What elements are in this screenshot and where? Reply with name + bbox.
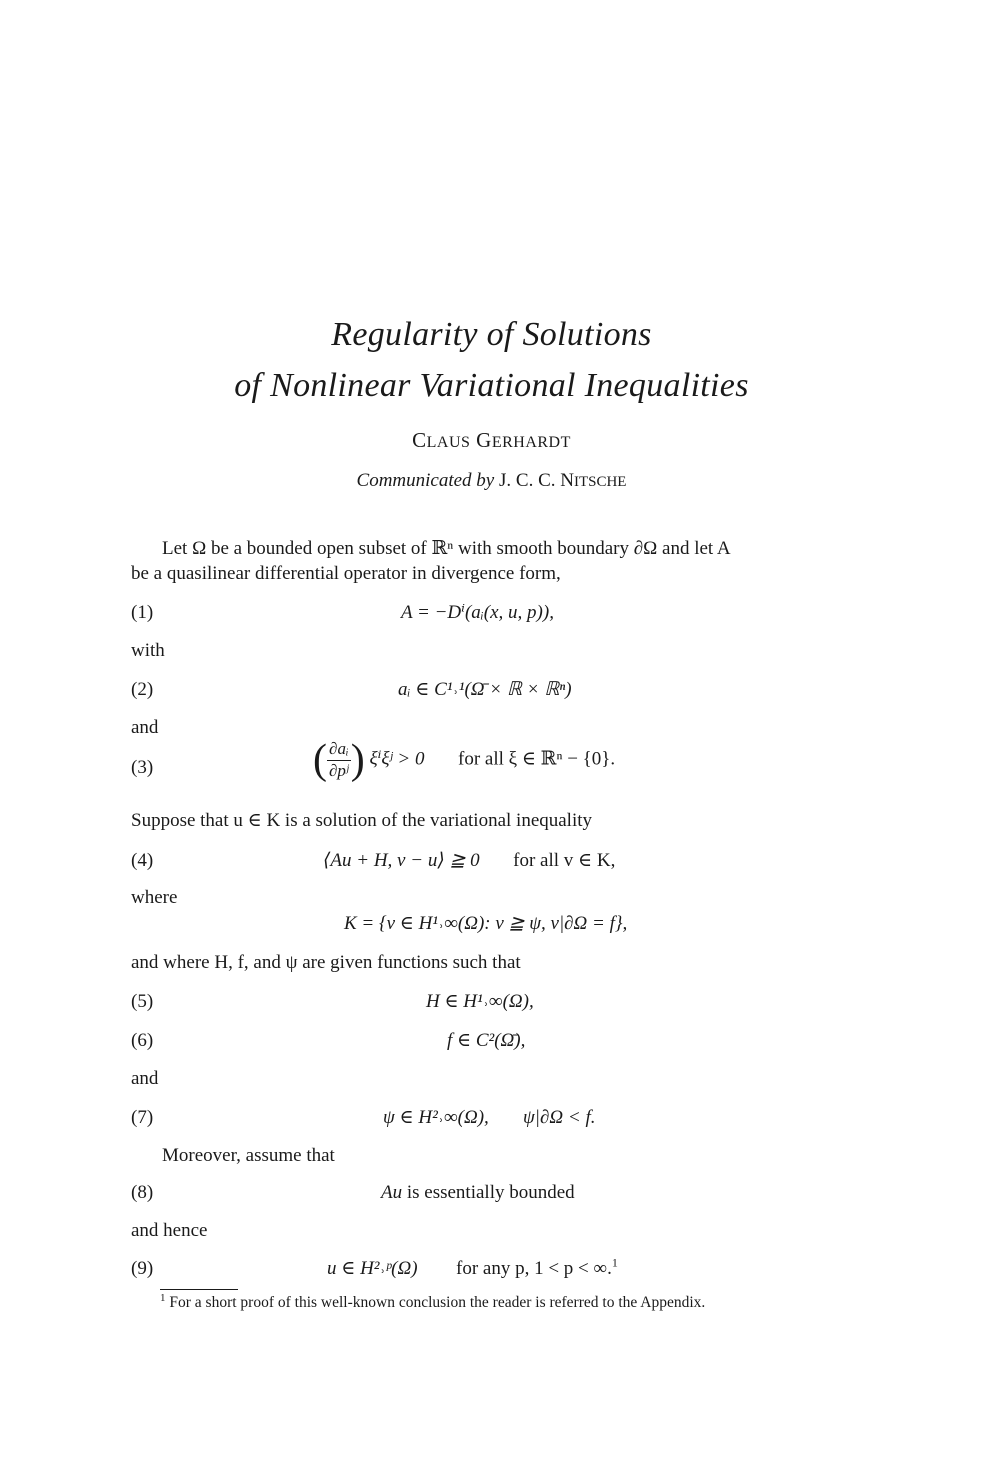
text-where: where [131, 887, 178, 908]
communicated-by: Communicated by J. C. C. NITSCHE [356, 470, 627, 491]
author: CLAUS GERHARDT [412, 428, 571, 452]
eq1-number: (1) [131, 602, 154, 623]
equation-3: ( $\frac{\text{∂aᵢ}}{\text{∂pʲ}}$ ) ξⁱξʲ > 0 for all ξ ∈ ℝⁿ − {0}. [313, 737, 616, 783]
equation-9b: for any p, 1 < p < ∞.$^1$ [456, 1255, 618, 1279]
equation-2: aᵢ ∈ C¹˒¹(Ω̄ × ℝ × ℝⁿ) [398, 679, 572, 700]
intro-line-1: Let Ω be a bounded open subset of ℝⁿ with smooth boundary ∂Ω and let A [162, 538, 731, 559]
equation-8: Au is essentially bounded [381, 1182, 575, 1203]
eq5-number: (5) [131, 991, 154, 1012]
eq7-number: (7) [131, 1107, 154, 1128]
where-line: and where H, f, and ψ are given functions such that [131, 952, 521, 973]
equation-1: A = −Dⁱ(aᵢ(x, u, p)), [401, 602, 554, 623]
footnote-ref: 1 [611, 1255, 618, 1270]
equation-7b: ψ|∂Ω < f. [523, 1107, 596, 1128]
moreover-line: Moreover, assume that [162, 1145, 335, 1166]
equation-4: ⟨Au + H, v − u⟩ ≧ 0 for all v ∈ K, [323, 850, 616, 871]
footnote-rule [160, 1289, 238, 1290]
eq3-number: (3) [131, 757, 154, 778]
eq6-number: (6) [131, 1030, 154, 1051]
eq4-number: (4) [131, 850, 154, 871]
equation-9a: u ∈ H²˒ᵖ(Ω) [327, 1258, 418, 1279]
equation-7a: ψ ∈ H²˒∞(Ω), [383, 1107, 489, 1128]
eq2-number: (2) [131, 679, 154, 700]
intro-line-2: be a quasilinear differential operator in divergence form, [131, 563, 561, 584]
title-line-1: Regularity of Solutions [331, 316, 652, 353]
text-with: with [131, 640, 165, 661]
footnote: $^1$ For a short proof of this well-known conclusion the reader is referred to the Appendix. [160, 1291, 706, 1311]
k-definition: K = {v ∈ H¹˒∞(Ω): v ≧ ψ, v|∂Ω = f}, [344, 913, 628, 934]
title-line-2: of Nonlinear Variational Inequalities [234, 367, 749, 404]
text-and-1: and [131, 717, 159, 738]
equation-6: f ∈ C²(Ω̄), [447, 1030, 526, 1051]
equation-5: H ∈ H¹˒∞(Ω), [426, 991, 534, 1012]
suppose-line: Suppose that u ∈ K is a solution of the variational inequality [131, 810, 593, 831]
eq8-number: (8) [131, 1182, 154, 1203]
text-and-2: and [131, 1068, 159, 1089]
and-hence: and hence [131, 1220, 208, 1241]
eq9-number: (9) [131, 1258, 154, 1279]
